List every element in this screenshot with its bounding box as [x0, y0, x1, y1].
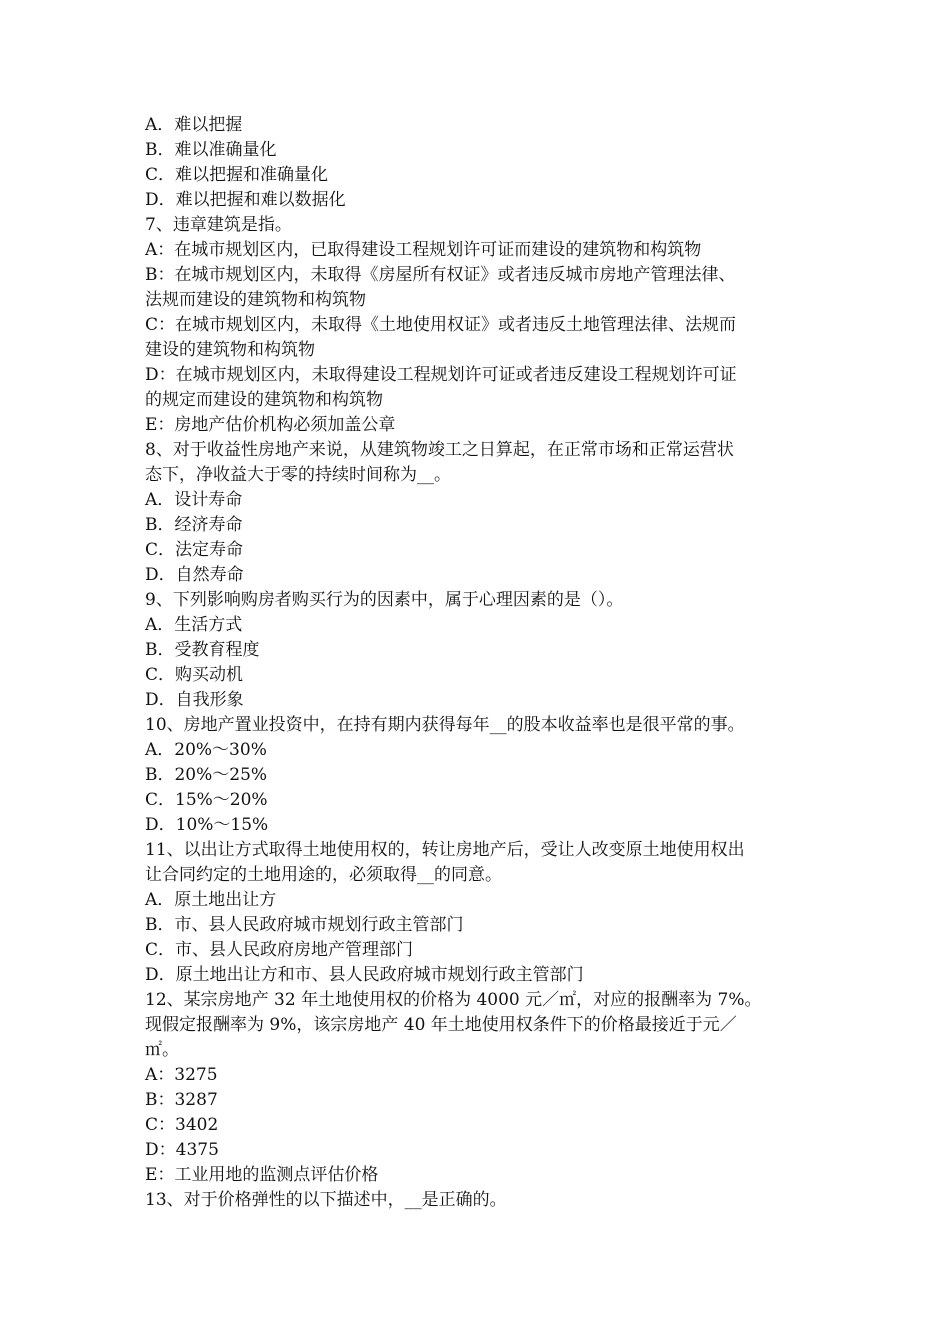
option-d-q7-cont: 的规定而建设的建筑物和构筑物	[145, 390, 383, 410]
question-8-cont: 态下，净收益大于零的持续时间称为__。	[145, 465, 451, 485]
option-b-q12: B：3287	[145, 1090, 218, 1110]
document-page	[145, 113, 810, 1213]
question-13: 13、对于价格弹性的以下描述中，__是正确的。	[145, 1190, 507, 1210]
option-b-q11: B．市、县人民政府城市规划行政主管部门	[145, 915, 464, 935]
option-b-q8: B．经济寿命	[145, 515, 243, 535]
option-c-q9: C．购买动机	[145, 665, 244, 685]
question-7: 7、违章建筑是指。	[145, 215, 292, 235]
option-a-q8: A．设计寿命	[145, 490, 243, 510]
option-b-q7-cont: 法规而建设的建筑物和构筑物	[145, 290, 366, 310]
option-c-q10: C．15%～20%	[145, 790, 268, 810]
option-a-q12: A：3275	[145, 1065, 218, 1085]
option-d-q6: D．难以把握和难以数据化	[145, 190, 346, 210]
question-12-cont-2: ㎡。	[145, 1040, 179, 1060]
question-12-cont: 现假定报酬率为 9%，该宗房地产 40 年土地使用权条件下的价格最接近于元／	[145, 1015, 737, 1035]
question-12: 12、某宗房地产 32 年土地使用权的价格为 4000 元／㎡，对应的报酬率为 7%。	[145, 990, 762, 1010]
option-a-q11: A．原土地出让方	[145, 890, 277, 910]
question-9: 9、下列影响购房者购买行为的因素中，属于心理因素的是（）。	[145, 590, 624, 610]
option-d-q10: D．10%～15%	[145, 815, 269, 835]
option-a-q9: A．生活方式	[145, 615, 243, 635]
option-c-q11: C．市、县人民政府房地产管理部门	[145, 940, 414, 960]
option-c-q8: C．法定寿命	[145, 540, 244, 560]
option-c-q7-cont: 建设的建筑物和构筑物	[145, 340, 315, 360]
option-e-q7: E：房地产估价机构必须加盖公章	[145, 415, 396, 435]
question-10: 10、房地产置业投资中，在持有期内获得每年__的股本收益率也是很平常的事。	[145, 715, 745, 735]
option-d-q12: D：4375	[145, 1140, 219, 1160]
option-b-q10: B．20%～25%	[145, 765, 268, 785]
option-a-q10: A．20%～30%	[145, 740, 267, 760]
option-b-q9: B．受教育程度	[145, 640, 260, 660]
question-11-cont: 让合同约定的土地用途的，必须取得__的同意。	[145, 865, 502, 885]
question-8: 8、对于收益性房地产来说，从建筑物竣工之日算起，在正常市场和正常运营状	[145, 440, 734, 460]
option-a-q7: A：在城市规划区内，已取得建设工程规划许可证而建设的建筑物和构筑物	[145, 240, 702, 260]
option-d-q7: D：在城市规划区内，未取得建设工程规划许可证或者违反建设工程规划许可证	[145, 365, 737, 385]
question-11: 11、以出让方式取得土地使用权的，转让房地产后，受让人改变原土地使用权出	[145, 840, 745, 860]
option-b-q7: B：在城市规划区内，未取得《房屋所有权证》或者违反城市房地产管理法律、	[145, 265, 736, 285]
option-d-q9: D．自我形象	[145, 690, 244, 710]
option-b-q6: B．难以准确量化	[145, 140, 277, 160]
option-e-q12: E：工业用地的监测点评估价格	[145, 1165, 379, 1185]
option-a-q6: A．难以把握	[145, 115, 243, 135]
option-d-q11: D．原土地出让方和市、县人民政府城市规划行政主管部门	[145, 965, 584, 985]
option-c-q7: C：在城市规划区内，未取得《土地使用权证》或者违反土地管理法律、法规而	[145, 315, 737, 335]
option-c-q12: C：3402	[145, 1115, 219, 1135]
option-c-q6: C．难以把握和准确量化	[145, 165, 329, 185]
option-d-q8: D．自然寿命	[145, 565, 244, 585]
